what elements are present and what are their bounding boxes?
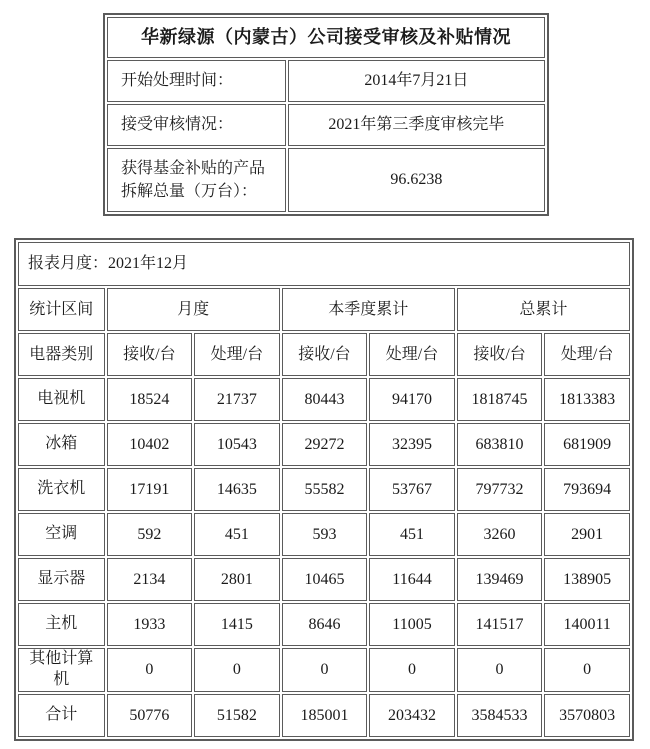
- table-row: [18, 468, 630, 511]
- header-receive-monthly: 接收/台: [107, 333, 193, 376]
- category-cell: 其他计算机: [18, 648, 105, 692]
- value-cell: 203432: [369, 694, 455, 737]
- value-cell: 141517: [457, 603, 543, 646]
- table-row: [18, 423, 630, 466]
- value-cell: 2901: [544, 513, 630, 556]
- header-receive-total: 接收/台: [457, 333, 543, 376]
- value-cell: 683810: [457, 423, 543, 466]
- header-receive-quarter: 接收/台: [282, 333, 368, 376]
- value-cell: 793694: [544, 468, 630, 511]
- category-cell: 电视机: [18, 378, 105, 421]
- table-row: [18, 648, 630, 692]
- value-cell: 51582: [194, 694, 280, 737]
- value-cell: 17191: [107, 468, 193, 511]
- table-row: [18, 333, 630, 376]
- report-period: 报表月度：2021年12月: [18, 242, 630, 286]
- value-cell: 1818745: [457, 378, 543, 421]
- table-row: [18, 694, 630, 737]
- value-cell: 1415: [194, 603, 280, 646]
- value-cell: 80443: [282, 378, 368, 421]
- header-process-total: 处理/台: [544, 333, 630, 376]
- value-cell: 50776: [107, 694, 193, 737]
- header-process-monthly: 处理/台: [194, 333, 280, 376]
- header-process-quarter: 处理/台: [369, 333, 455, 376]
- table-row: [107, 60, 545, 102]
- table-row: [18, 558, 630, 601]
- value-cell: 185001: [282, 694, 368, 737]
- start-time-label: 开始处理时间：: [107, 60, 286, 102]
- value-cell: 1933: [107, 603, 193, 646]
- value-cell: 3260: [457, 513, 543, 556]
- table-row: [107, 17, 545, 58]
- value-cell: 593: [282, 513, 368, 556]
- value-cell: 11644: [369, 558, 455, 601]
- value-cell: 10465: [282, 558, 368, 601]
- category-cell: 空调: [18, 513, 105, 556]
- audit-info-table: [103, 13, 549, 216]
- value-cell: 0: [194, 648, 280, 692]
- value-cell: 0: [457, 648, 543, 692]
- value-cell: 138905: [544, 558, 630, 601]
- value-cell: 3570803: [544, 694, 630, 737]
- subsidy-total-label: 获得基金补贴的产品拆解总量（万台）：: [107, 148, 286, 212]
- table-row: [107, 104, 545, 146]
- value-cell: 18524: [107, 378, 193, 421]
- value-cell: 53767: [369, 468, 455, 511]
- header-category: 电器类别: [18, 333, 105, 376]
- value-cell: 681909: [544, 423, 630, 466]
- value-cell: 21737: [194, 378, 280, 421]
- value-cell: 3584533: [457, 694, 543, 737]
- subsidy-total-value: 96.6238: [288, 148, 545, 212]
- value-cell: 451: [369, 513, 455, 556]
- value-cell: 592: [107, 513, 193, 556]
- header-grand-total: 总累计: [457, 288, 630, 331]
- table-row: [18, 288, 630, 331]
- info-table-title: 华新绿源（内蒙古）公司接受审核及补贴情况: [107, 17, 545, 58]
- header-stat-range: 统计区间: [18, 288, 105, 331]
- audit-status-label: 接受审核情况：: [107, 104, 286, 146]
- start-time-value: 2014年7月21日: [288, 60, 545, 102]
- category-cell: 冰箱: [18, 423, 105, 466]
- value-cell: 139469: [457, 558, 543, 601]
- monthly-report-table: [14, 238, 634, 741]
- table-row: [18, 242, 630, 286]
- value-cell: 55582: [282, 468, 368, 511]
- value-cell: 451: [194, 513, 280, 556]
- value-cell: 0: [544, 648, 630, 692]
- value-cell: 29272: [282, 423, 368, 466]
- table-row: [18, 378, 630, 421]
- table-row: [18, 513, 630, 556]
- table-row: [18, 603, 630, 646]
- value-cell: 0: [282, 648, 368, 692]
- table-row: [107, 148, 545, 212]
- category-cell: 显示器: [18, 558, 105, 601]
- value-cell: 1813383: [544, 378, 630, 421]
- value-cell: 140011: [544, 603, 630, 646]
- value-cell: 2134: [107, 558, 193, 601]
- value-cell: 797732: [457, 468, 543, 511]
- header-quarter-total: 本季度累计: [282, 288, 455, 331]
- value-cell: 8646: [282, 603, 368, 646]
- audit-status-value: 2021年第三季度审核完毕: [288, 104, 545, 146]
- value-cell: 0: [107, 648, 193, 692]
- value-cell: 0: [369, 648, 455, 692]
- value-cell: 10543: [194, 423, 280, 466]
- value-cell: 11005: [369, 603, 455, 646]
- value-cell: 2801: [194, 558, 280, 601]
- category-cell-total: 合计: [18, 694, 105, 737]
- value-cell: 14635: [194, 468, 280, 511]
- category-cell: 主机: [18, 603, 105, 646]
- header-monthly: 月度: [107, 288, 280, 331]
- value-cell: 10402: [107, 423, 193, 466]
- category-cell: 洗衣机: [18, 468, 105, 511]
- value-cell: 32395: [369, 423, 455, 466]
- value-cell: 94170: [369, 378, 455, 421]
